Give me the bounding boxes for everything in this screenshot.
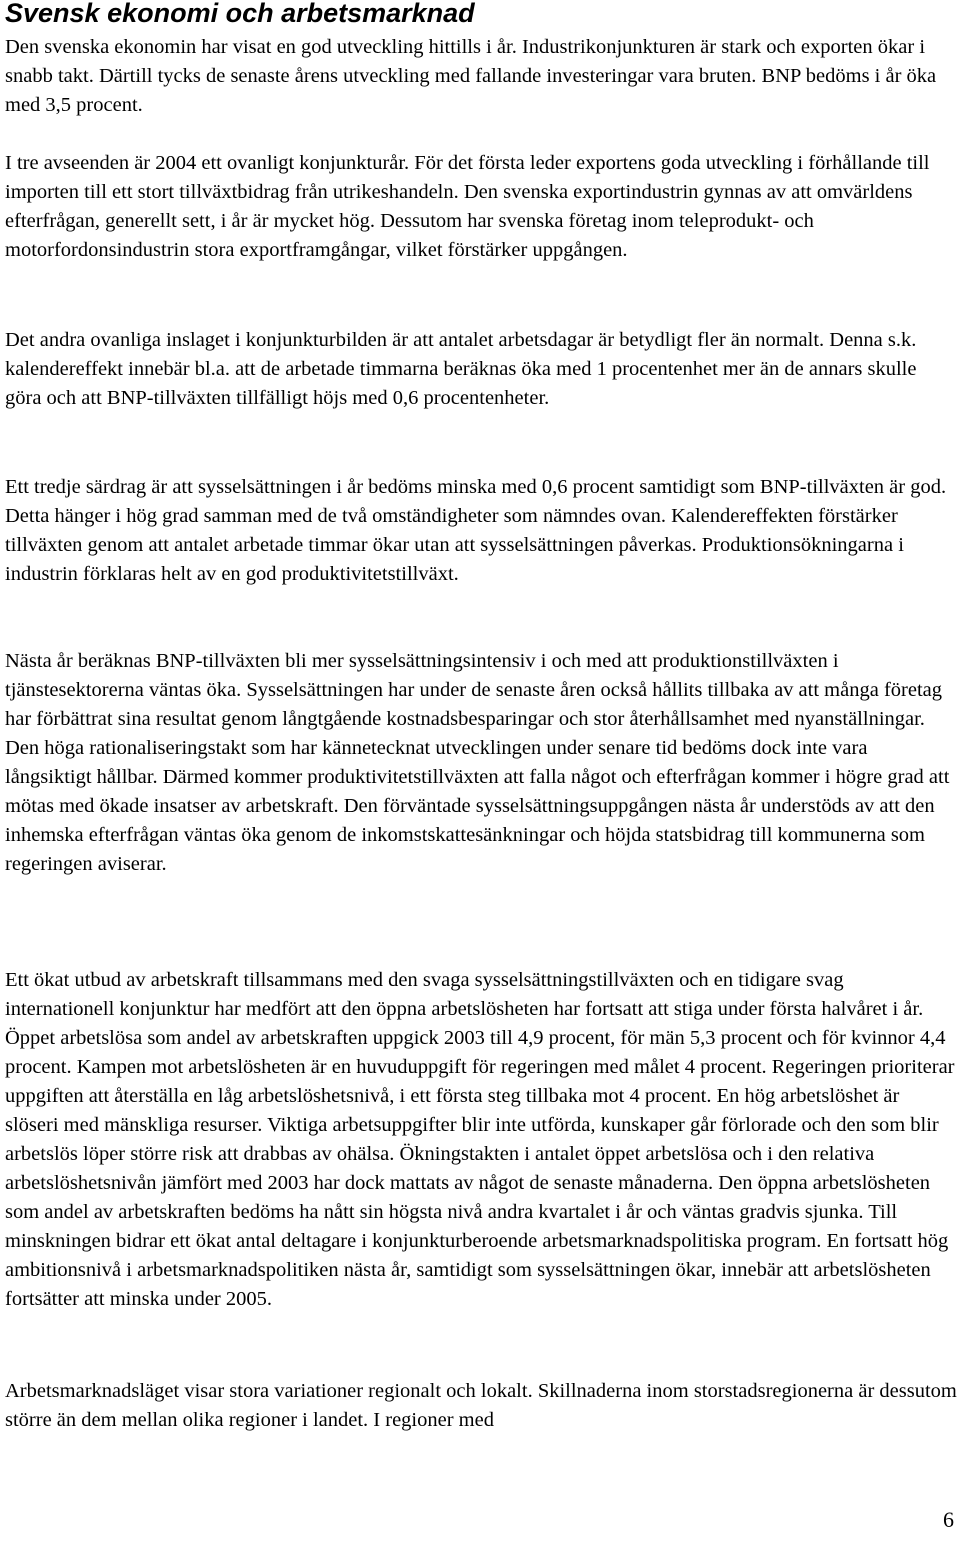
paragraph-regional-variation: Arbetsmarknadsläget visar stora variationer regionalt och lokalt. Skillnaderna inom storstadsregionerna är dessutom större än dem mellan olika regioner i landet. I regioner med xyxy=(5,1380,957,1431)
paragraph-unusual-year: I tre avseenden är 2004 ett ovanligt konjunkturår. För det första leder exportens goda utveckling i förhållande till importen till ett stort tillväxtbidrag från utrikeshandeln. Den svenska exportindustrin gynnas av att omvärldens efterfrågan, generellt sett, i år är mycket hög. Dessutom har svenska företag inom teleprodukt- och motorfordonsindustrin stora exportframgångar, vilket förstärker uppgången. xyxy=(5,152,930,261)
page-number: 6 xyxy=(943,1507,954,1532)
paragraph-unemployment: Ett ökat utbud av arbetskraft tillsammans med den svaga sysselsättningstillväxten och en tidigare svag internationell konjunktur har medfört att den öppna arbetslösheten har fortsatt att stiga under första halvåret i år. Öppet arbetslösa som andel av arbetskraften uppgick 2003 till 4,9 procent, för män 5,3 procent och för kvinnor 4,4 procent. Kampen mot arbetslösheten är en huvuduppgift för regeringen med målet 4 procent. Regeringen prioriterar uppgiften att återställa en låg arbetslöshetsnivå, i ett första steg tillbaka mot 4 procent. En hög arbetslöshet är slöseri med mänskliga resurser. Viktiga arbetsuppgifter blir inte utförda, kunskaper går förlorade och den som blir arbetslös löper större risk att drabbas av ohälsa. Ökningstakten i antalet öppet arbetslösa och i den relativa arbetslöshetsnivån jämfört med 2003 har dock mattats av något de senaste månaderna. Den öppna arbetslösheten som andel av arbetskraften bedöms ha nått sin högsta nivå andra kvartalet i år och väntas gradvis sjunka. Till minskningen bidrar ett ökat antal deltagare i konjunkturberoende arbetsmarknadspolitiska program. En fortsatt hög ambitionsnivå i arbetsmarknadspolitiken nästa år, samtidigt som sysselsättningen ökar, innebär att arbetslösheten fortsätter att minska under 2005. xyxy=(5,969,955,1310)
page-title: Svensk ekonomi och arbetsmarknad xyxy=(5,0,475,28)
paragraph-economy-overview: Den svenska ekonomin har visat en god utveckling hittills i år. Industrikonjunkturen är stark och exporten ökar i snabb takt. Därtill tycks de senaste årens utveckling med fallande investeringar vara bruten. BNP bedöms i år öka med 3,5 procent. xyxy=(5,36,937,116)
paragraph-employment-decline: Ett tredje särdrag är att sysselsättningen i år bedöms minska med 0,6 procent samtidigt som BNP-tillväxten är god. Detta hänger i hög grad samman med de två omständigheter som nämndes ovan. Kalendereffekten förstärker tillväxten genom att antalet arbetade timmar ökar utan att sysselsättningen påverkas. Produktionsökningarna i industrin förklaras helt av en god produktivitetstillväxt. xyxy=(5,476,947,585)
paragraph-next-year-growth: Nästa år beräknas BNP-tillväxten bli mer sysselsättningsintensiv i och med att produktionstillväxten i tjänstesektorerna väntas öka. Sysselsättningen har under de senaste åren också hållits tillbaka av att många företag har förbättrat sina resultat genom långtgående kostnadsbesparingar och stor återhållsamhet med nyanställningar. Den höga rationaliseringstakt som har kännetecknat utvecklingen under senare tid bedöms dock inte vara långsiktigt hållbar. Därmed kommer produktivitetstillväxten att falla något och efterfrågan kommer i högre grad att mötas med ökade insatser av arbetskraft. Den förväntade sysselsättningsuppgången nästa år understöds av att den inhemska efterfrågan väntas öka genom de inkomstskattesänkningar och höjda statsbidrag till kommunerna som regeringen aviserar. xyxy=(5,650,950,875)
paragraph-calendar-effect: Det andra ovanliga inslaget i konjunkturbilden är att antalet arbetsdagar är betydligt fler än normalt. Denna s.k. kalendereffekt innebär bl.a. att de arbetade timmarna beräknas öka med 1 procentenhet mer än de annars skulle göra och att BNP-tillväxten tillfälligt höjs med 0,6 procentenheter. xyxy=(5,329,917,409)
